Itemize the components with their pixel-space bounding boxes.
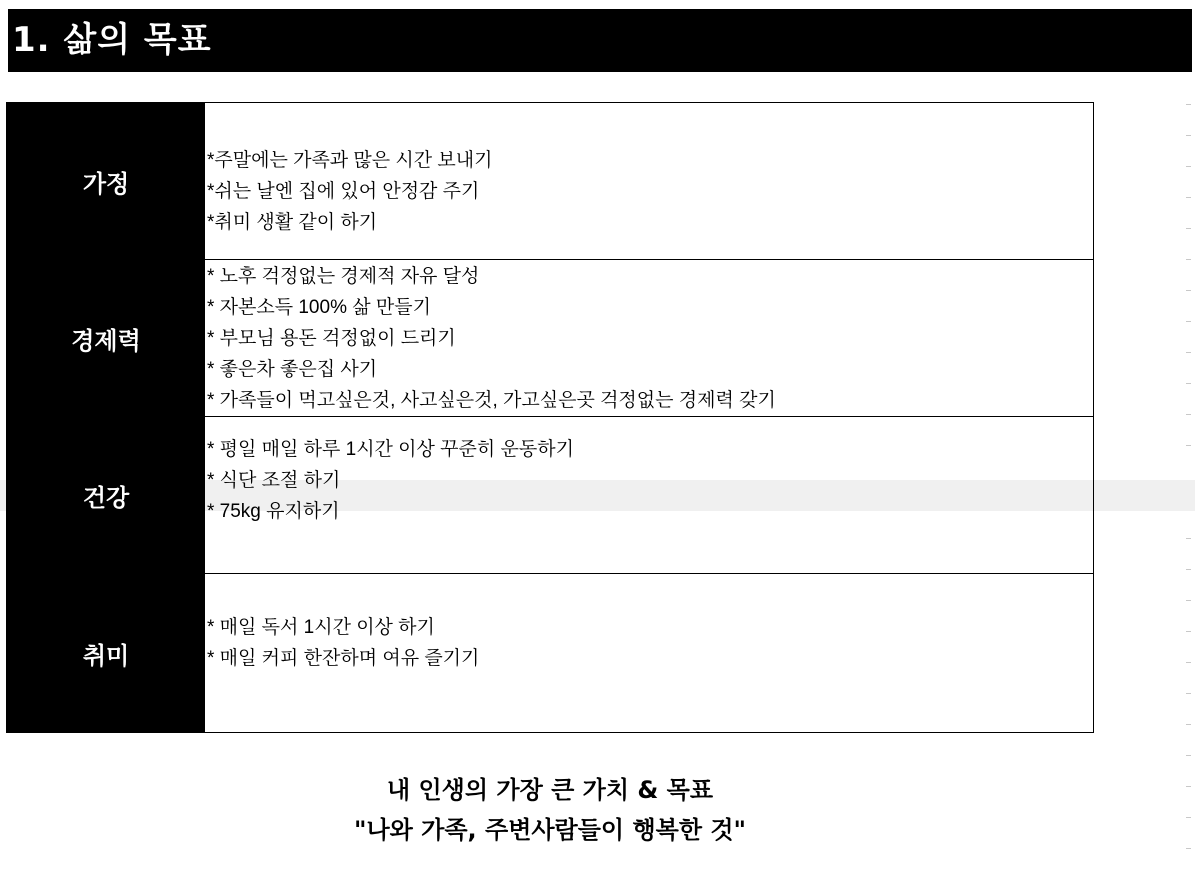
goal-item: * 매일 커피 한잔하며 여유 즐기기 xyxy=(207,648,480,669)
category-cell-hobby[interactable]: 취미 xyxy=(7,574,205,732)
gridline-mark xyxy=(1186,755,1191,756)
items-cell-family[interactable] xyxy=(205,103,1093,260)
goal-item: * 부모님 용돈 걱정없이 드리기 xyxy=(207,327,456,349)
goal-item: * 매일 독서 1시간 이상 하기 xyxy=(207,617,435,638)
summary-quote: "나와 가족, 주변사람들이 행복한 것" xyxy=(353,816,747,844)
goal-item: * 좋은차 좋은집 사기 xyxy=(207,358,378,380)
gridline-mark xyxy=(1186,352,1191,353)
gridline-mark xyxy=(1186,600,1191,601)
gridline-mark xyxy=(1186,259,1191,260)
gridline-mark xyxy=(1186,693,1191,694)
gridline-mark xyxy=(1186,538,1191,539)
gridline-mark xyxy=(1186,848,1191,849)
goals-table xyxy=(6,102,1094,733)
gridline-mark xyxy=(1186,135,1191,136)
gridline-mark xyxy=(1186,228,1191,229)
category-cell-finance[interactable]: 경제력 xyxy=(7,260,205,417)
goal-item: * 노후 걱정없는 경제적 자유 달성 xyxy=(207,265,480,287)
goal-item: * 가족들이 먹고싶은것, 사고싶은것, 가고싶은곳 걱정없는 경제력 갖기 xyxy=(207,389,776,411)
gridline-mark xyxy=(1186,817,1191,818)
gridline-mark xyxy=(1186,786,1191,787)
gridline-mark xyxy=(1186,414,1191,415)
goal-item: * 자본소득 100% 삶 만들기 xyxy=(207,296,431,318)
gridline-mark xyxy=(1186,197,1191,198)
gridline-mark xyxy=(1186,104,1191,105)
section-title: 1. 삶의 목표 xyxy=(8,9,1192,72)
goal-item: *취미 생활 같이 하기 xyxy=(207,211,378,233)
goal-item: * 75kg 유지하기 xyxy=(207,500,340,522)
gridline-mark xyxy=(1186,631,1191,632)
gridline-mark xyxy=(1186,569,1191,570)
category-cell-health[interactable]: 건강 xyxy=(7,417,205,574)
goal-row-finance xyxy=(7,260,1093,417)
gridline-mark xyxy=(1186,290,1191,291)
goal-item: * 식단 조절 하기 xyxy=(207,469,341,491)
category-cell-family[interactable]: 가정 xyxy=(7,103,205,260)
summary-heading: 내 인생의 가장 큰 가치 & 목표 xyxy=(386,776,714,804)
gridline-mark xyxy=(1186,724,1191,725)
goal-item: * 평일 매일 하루 1시간 이상 꾸준히 운동하기 xyxy=(207,438,574,460)
items-cell-finance[interactable] xyxy=(205,260,1093,417)
gridline-mark xyxy=(1186,321,1191,322)
goal-row-family xyxy=(7,103,1093,260)
goal-item: *주말에는 가족과 많은 시간 보내기 xyxy=(207,149,493,171)
life-value-summary xyxy=(6,770,1094,850)
gridline-mark xyxy=(1186,662,1191,663)
goal-row-hobby xyxy=(7,574,1093,732)
gridline-mark xyxy=(1186,166,1191,167)
goal-item: *쉬는 날엔 집에 있어 안정감 주기 xyxy=(207,180,480,202)
items-cell-hobby[interactable] xyxy=(205,574,1093,732)
gridline-mark xyxy=(1186,445,1191,446)
items-cell-health[interactable] xyxy=(205,417,1093,574)
gridline-mark xyxy=(1186,383,1191,384)
goal-row-health xyxy=(7,417,1093,574)
